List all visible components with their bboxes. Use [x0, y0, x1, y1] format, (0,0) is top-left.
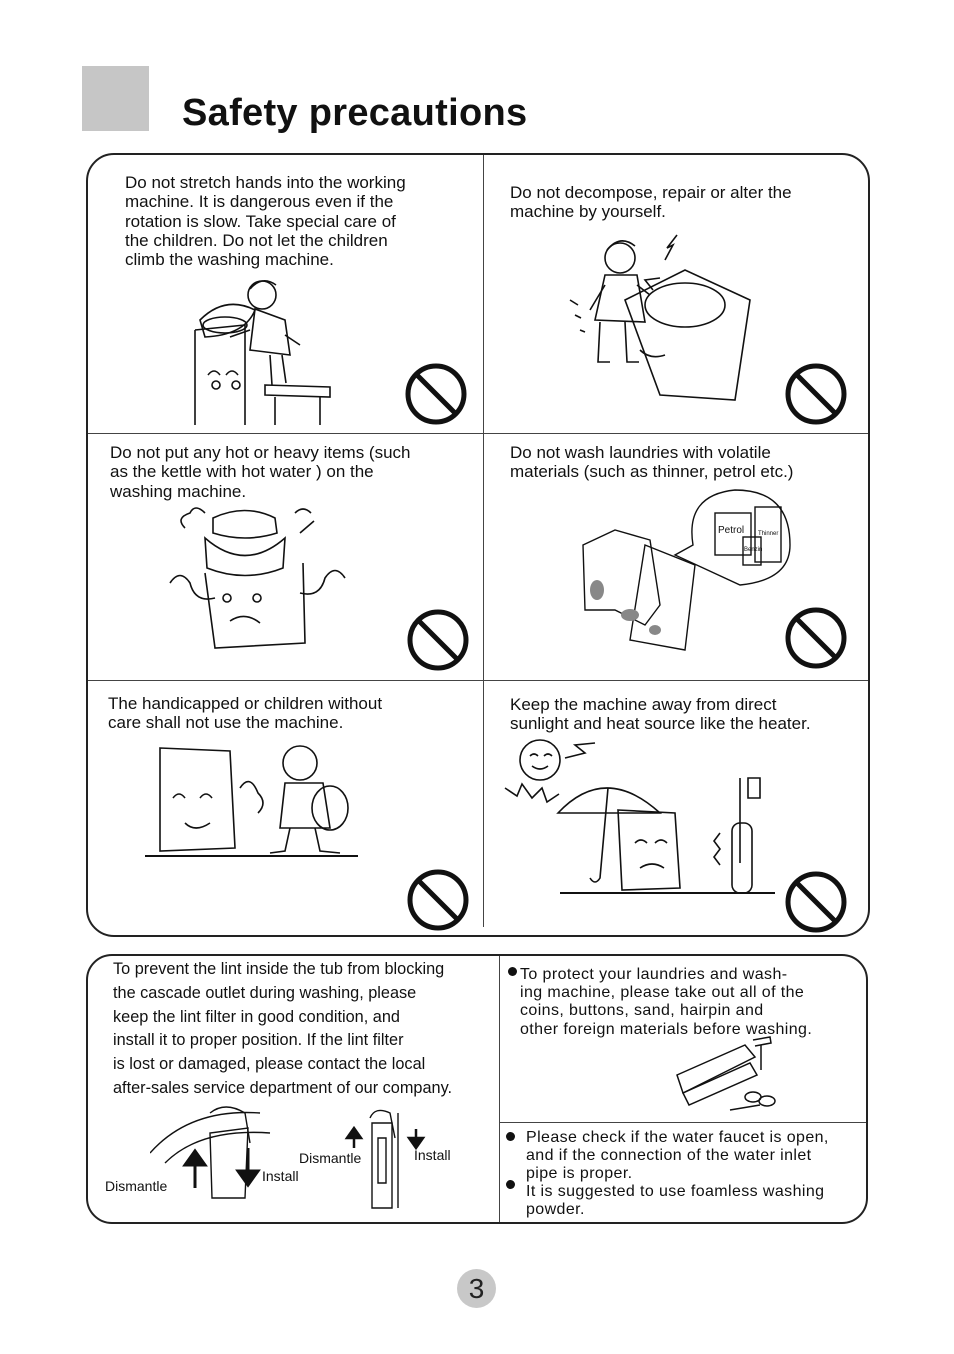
bullet-dot	[506, 1180, 515, 1189]
bottom-divider-right	[500, 1122, 866, 1123]
foamless-powder-text: It is suggested to use foamless washing powder.	[526, 1183, 825, 1219]
grid-divider-row-2	[88, 680, 868, 681]
grid-divider-row-1	[88, 433, 868, 434]
prohibited-sign-icon	[406, 868, 470, 932]
prohibited-sign-icon	[784, 362, 848, 426]
page-number: 3	[457, 1269, 496, 1308]
thinner-label: Thinner	[758, 531, 779, 537]
page-title: Safety precautions	[182, 92, 528, 134]
prohibited-sign-icon	[784, 870, 848, 934]
cell-no-hot-items-text: Do not put any hot or heavy items (such as the kettle with hot water ) on the washing machine.	[110, 443, 411, 501]
lint-filter-dismantle-install-illustration	[150, 1103, 300, 1208]
petrol-label: Petrol	[718, 525, 745, 536]
child-climbing-machine-illustration	[190, 275, 335, 427]
sun-umbrella-heater-illustration	[500, 738, 780, 898]
prohibited-sign-icon	[784, 606, 848, 670]
cell-keep-away-sunlight-text: Keep the machine away from direct sunlight and heat source like the heater.	[510, 695, 811, 734]
bottom-divider-vertical	[499, 956, 500, 1222]
grid-divider-vertical	[483, 155, 484, 927]
cell-stretch-hands-text: Do not stretch hands into the working machine. It is dangerous even if the rotation is slow. Take special care of the children. Do not let the children climb the washing machine.	[125, 173, 406, 270]
dismantle-label: Dismantle	[299, 1150, 362, 1166]
lint-filter-text: To prevent the lint inside the tub from blocking the cascade outlet during washing, please keep the lint filter in good condition, and install it to proper position. If the lint filter is lost or damaged, please contact the local after-sales service department of our company.	[113, 960, 453, 1097]
install-label: Install	[414, 1147, 451, 1163]
header-gray-square	[82, 66, 149, 131]
kettle-on-machine-illustration	[165, 503, 350, 653]
man-repairing-machine-illustration	[565, 230, 755, 405]
prohibited-sign-icon	[406, 608, 470, 672]
cell-do-not-repair-text: Do not decompose, repair or alter the machine by yourself.	[510, 183, 792, 222]
bullet-dot	[506, 1132, 515, 1141]
clothes-and-solvents-illustration	[575, 485, 795, 655]
prohibited-sign-icon	[404, 362, 468, 426]
coins-and-pockets-illustration	[675, 1035, 780, 1115]
install-label: Install	[262, 1168, 299, 1184]
child-near-machine-illustration	[145, 743, 363, 861]
foreign-materials-text: To protect your laundries and wash- ing machine, please take out all of the coins, buttons, sand, hairpin and other foreign materials before washing.	[520, 966, 813, 1038]
bullet-dot	[508, 967, 517, 976]
water-faucet-check-text: Please check if the water faucet is open, and if the connection of the water inlet pipe is proper.	[526, 1129, 829, 1183]
dismantle-label: Dismantle	[105, 1178, 168, 1194]
cell-no-volatile-materials-text: Do not wash laundries with volatile materials (such as thinner, petrol etc.)	[510, 443, 794, 482]
benzin-label: Benzin	[744, 547, 763, 553]
cell-handicapped-children-text: The handicapped or children without care shall not use the machine.	[108, 694, 383, 733]
